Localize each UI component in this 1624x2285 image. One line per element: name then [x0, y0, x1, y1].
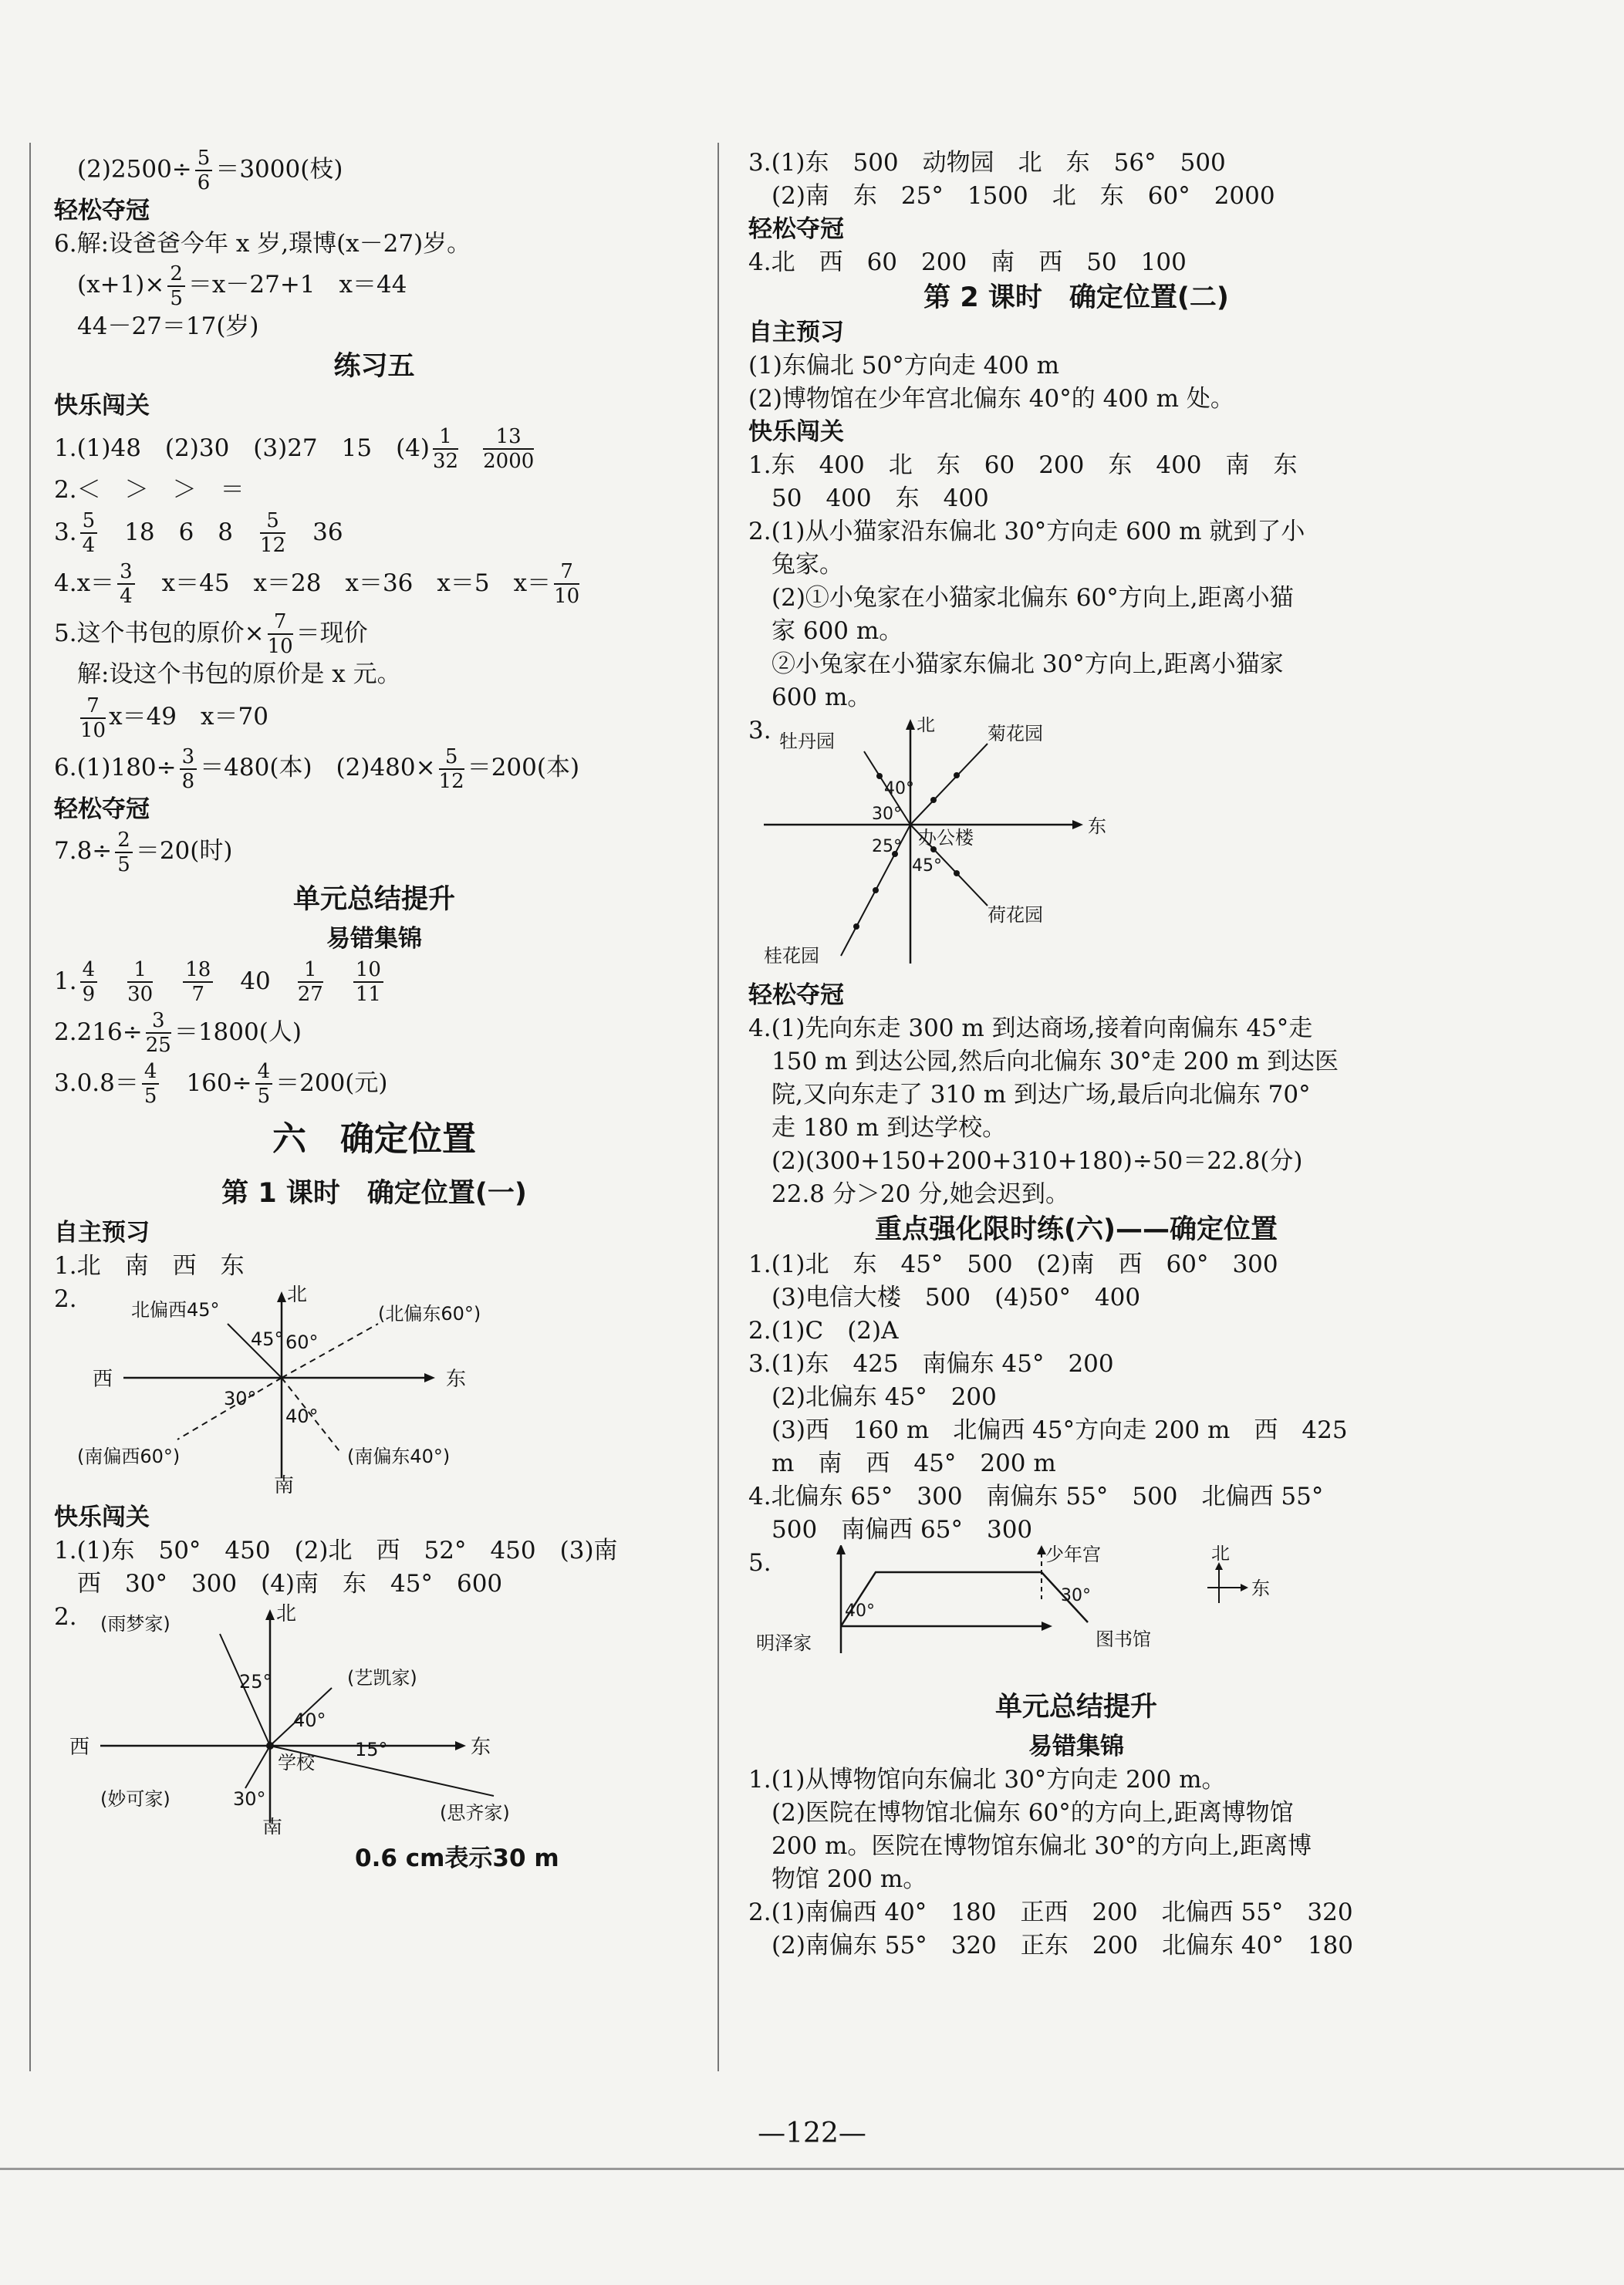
answer-line: 物馆 200 m。: [771, 1865, 927, 1893]
left-column: [54, 147, 694, 1875]
label-yikai-home: (艺凯家): [347, 1666, 417, 1689]
label-north: 北: [276, 1602, 297, 1625]
fraction: $\frac{4}{5}$: [255, 1060, 273, 1108]
answer-line: 600 m。: [771, 683, 872, 711]
section-heading: 轻松夺冠: [54, 795, 150, 823]
label-library: 图书馆: [1096, 1629, 1151, 1650]
section-heading: 自主预习: [748, 319, 844, 346]
label-mingze-home: 明泽家: [756, 1632, 812, 1654]
section-heading: 快乐闯关: [748, 418, 844, 446]
text: (2)2500÷: [77, 155, 192, 184]
page-number: —122—: [758, 2118, 866, 2149]
answer-line: (3)西 160 m 北偏西 45°方向走 200 m 西 425: [771, 1416, 1348, 1444]
answer-line: 4.x＝ $\frac{3}{4}$ x＝45 x＝28 x＝36 x＝5 x＝ $\frac{7}{10}$: [54, 560, 580, 608]
fraction: $\frac{4}{5}$: [142, 1060, 160, 1108]
answer-line: (2)医院在博物馆北偏东 60°的方向上,距离博物馆: [771, 1799, 1294, 1827]
answer-line: 5.: [748, 1549, 771, 1577]
answer-line: ②小兔家在小猫家东偏北 30°方向上,距离小猫家: [771, 650, 1284, 678]
angle-25: 25°: [872, 837, 902, 856]
label-miaoke-home: (妙可家): [100, 1787, 171, 1810]
fraction: $\frac{1}{30}$: [127, 958, 154, 1006]
answer-line: 2.(1)从小猫家沿东偏北 30°方向走 600 m 就到了小: [748, 518, 1305, 545]
text: ＝3000(枝): [215, 155, 343, 184]
answer-line: 1.(1)东 50° 450 (2)北 西 52° 450 (3)南: [54, 1536, 618, 1564]
fraction: $\frac{7}{10}$: [554, 560, 580, 608]
answer-line: 3.(1)东 425 南偏东 45° 200: [748, 1350, 1114, 1378]
answer-line: (x+1)× $\frac{2}{5}$ ＝x－27+1 x＝44: [77, 262, 407, 310]
label-office-building: 办公楼: [918, 827, 974, 849]
answer-line: 院,又向东走了 310 m 到达广场,最后向北偏东 70°: [771, 1081, 1311, 1109]
right-column: [748, 147, 1404, 1963]
answer-line: 走 180 m 到达学校。: [771, 1114, 1007, 1142]
scale-note: 0.6 cm表示30 m: [355, 1844, 559, 1872]
answer-line: 3.0.8＝ $\frac{4}{5}$ 160÷ $\frac{4}{5}$ ＝200(元): [54, 1060, 388, 1108]
angle-30: 30°: [224, 1387, 257, 1409]
label-yumeng-home: (雨梦家): [100, 1612, 171, 1635]
fraction: $\frac{1}{32}$: [433, 425, 459, 473]
answer-line: 1.北 南 西 东: [54, 1251, 245, 1280]
answer-line: 200 m。医院在博物馆东偏北 30°的方向上,距离博: [771, 1832, 1312, 1860]
angle-45: 45°: [251, 1328, 284, 1350]
answer-line: 1.(1)从博物馆向东偏北 30°方向走 200 m。: [748, 1766, 1226, 1794]
section-heading: 轻松夺冠: [54, 197, 150, 224]
column-divider: [717, 143, 719, 2071]
section-heading: 轻松夺冠: [748, 981, 844, 1009]
angle-25: 25°: [239, 1670, 272, 1693]
section-subtitle: 易错集锦: [1028, 1733, 1124, 1760]
label-south: 南: [262, 1816, 283, 1834]
answer-line: (1)东偏北 50°方向走 400 m: [748, 352, 1059, 380]
label-north: 北: [287, 1284, 308, 1306]
fraction: $\frac{4}{9}$: [80, 958, 98, 1006]
label-east: 东: [471, 1735, 491, 1759]
answer-line: 2.: [54, 1602, 77, 1631]
label-se: (南偏东40°): [347, 1445, 451, 1467]
fraction: $\frac{5}{4}$: [80, 509, 98, 557]
fraction: $\frac{3}{4}$: [117, 560, 135, 608]
answer-line: (2)(300+150+200+310+180)÷50＝22.8(分): [771, 1147, 1303, 1175]
answer-line: 2.: [54, 1284, 77, 1313]
answer-line: 6.(1)180÷ $\frac{3}{8}$ ＝480(本) (2)480× $\frac{5}{12}$ ＝200(本): [54, 744, 580, 793]
answer-line: (3)电信大楼 500 (4)50° 400: [771, 1284, 1141, 1311]
answer-line: (2)北偏东 45° 200: [771, 1383, 997, 1411]
answer-line: 4.(1)先向东走 300 m 到达商场,接着向南偏东 45°走: [748, 1014, 1313, 1042]
label-peony-garden: 牡丹园: [779, 731, 835, 752]
label-school: 学校: [278, 1751, 315, 1774]
answer-line: 50 400 东 400: [771, 484, 989, 512]
fraction: $\frac{5}{6}$: [195, 147, 213, 194]
section-title: 练习五: [333, 350, 415, 382]
answer-line: 2.216÷ $\frac{3}{25}$ ＝1800(人): [54, 1009, 302, 1057]
fraction: $\frac{2}{5}$: [167, 262, 185, 310]
answer-line: 22.8 分＞20 分,她会迟到。: [771, 1180, 1070, 1208]
answer-line: (2)博物馆在少年宫北偏东 40°的 400 m 处。: [748, 385, 1234, 413]
unit-title: 六 确定位置: [272, 1119, 476, 1159]
fraction: $\frac{5}{12}$: [438, 744, 464, 793]
answer-line: (2)南 东 25° 1500 北 东 60° 2000: [771, 182, 1275, 210]
fraction: $\frac{7}{10}$: [80, 694, 106, 742]
fraction: $\frac{18}{7}$: [183, 958, 213, 1006]
answer-line: 4.北偏东 65° 300 南偏东 55° 500 北偏西 55°: [748, 1483, 1324, 1510]
angle-40: 40°: [884, 779, 914, 798]
label-youth-palace: 少年宫: [1045, 1545, 1101, 1565]
answer-line: 6.解:设爸爸今年 x 岁,璟博(x－27)岁。: [54, 230, 471, 258]
answer-line: 4.北 西 60 200 南 西 50 100: [748, 248, 1187, 276]
label-ne: (北偏东60°): [378, 1302, 481, 1325]
label-west: 西: [69, 1735, 90, 1759]
label-chrysanthemum-garden: 菊花园: [988, 723, 1043, 744]
route-diagram-5: [748, 1545, 1304, 1669]
label-siqi-home: (思齐家): [440, 1801, 510, 1824]
label-nw: 北偏西45°: [131, 1298, 220, 1321]
answer-line: (2)南偏东 55° 320 正东 200 北偏东 40° 180: [771, 1932, 1354, 1959]
answer-line: [54, 147, 694, 194]
answer-line: 3.(1)东 500 动物园 北 东 56° 500: [748, 149, 1226, 177]
answer-line: 2.(1)南偏西 40° 180 正西 200 北偏西 55° 320: [748, 1899, 1353, 1926]
lesson-title: 第 1 课时 确定位置(一): [221, 1177, 527, 1209]
section-heading: 自主预习: [54, 1218, 150, 1247]
fraction: $\frac{10}{11}$: [353, 958, 383, 1006]
fraction: $\frac{5}{12}$: [260, 509, 286, 557]
angle-15: 15°: [355, 1738, 388, 1760]
answer-line: 150 m 到达公园,然后向北偏东 30°走 200 m 到达医: [771, 1048, 1339, 1075]
fraction: $\frac{13}{2000}$: [483, 425, 535, 473]
label-east: 东: [1088, 815, 1106, 837]
answer-line: 2.(1)C (2)A: [748, 1317, 899, 1345]
answer-line: 家 600 m。: [771, 617, 903, 645]
angle-40: 40°: [293, 1709, 326, 1731]
answer-line: 1.(1)48 (2)30 (3)27 15 (4) $\frac{1}{32}$ $\frac{13}{2000}$: [54, 425, 535, 473]
fraction: $\frac{3}{8}$: [180, 745, 198, 793]
angle-60: 60°: [285, 1331, 319, 1353]
answer-line: 3. $\frac{5}{4}$ 18 6 8 $\frac{5}{12}$ 36: [54, 509, 343, 557]
answer-line: (2)①小兔家在小猫家北偏东 60°方向上,距离小猫: [771, 584, 1294, 612]
answer-line: 解:设这个书包的原价是 x 元。: [77, 660, 401, 688]
compass-east: 东: [1251, 1578, 1270, 1599]
section-title: 重点强化限时练(六)——确定位置: [875, 1214, 1278, 1245]
section-title: 单元总结提升: [292, 883, 455, 915]
label-east: 东: [446, 1367, 467, 1391]
label-north: 北: [917, 717, 935, 735]
direction-diagram-2: [54, 1603, 609, 1834]
angle-45: 45°: [912, 856, 942, 876]
answer-line: 1. $\frac{4}{9}$ $\frac{1}{30}$ $\frac{18}{7}$ 40 $\frac{1}{27}$ $\frac{10}{11}$: [54, 956, 694, 1007]
angle-40: 40°: [285, 1405, 319, 1427]
left-margin-rule: [29, 143, 31, 2071]
footer-rule: [0, 2168, 1624, 2170]
angle-30: 30°: [1061, 1586, 1091, 1605]
answer-line: 5.这个书包的原价× $\frac{7}{10}$ ＝现价: [54, 610, 368, 658]
section-subtitle: 易错集锦: [326, 924, 422, 953]
direction-diagram-1: [54, 1285, 594, 1494]
answer-line: 2.＜ ＞ ＞ ＝: [54, 475, 245, 504]
fraction: $\frac{1}{27}$: [297, 958, 323, 1006]
answer-line: 7.8÷ $\frac{2}{5}$ ＝20(时): [54, 828, 233, 876]
label-south: 南: [274, 1473, 295, 1494]
answer-line: m 南 西 45° 200 m: [771, 1450, 1056, 1477]
angle-40: 40°: [845, 1602, 875, 1621]
answer-line: 500 南偏西 65° 300: [771, 1516, 1033, 1544]
fraction: $\frac{2}{5}$: [115, 829, 133, 876]
direction-diagram-3: [748, 717, 1211, 971]
angle-30: 30°: [233, 1787, 266, 1810]
angle-30: 30°: [872, 805, 902, 824]
label-west: 西: [93, 1367, 113, 1391]
label-osmanthus-garden: 桂花园: [764, 945, 819, 967]
answer-line: 3.: [748, 717, 771, 744]
fraction: $\frac{3}{25}$: [145, 1009, 171, 1057]
fraction: $\frac{7}{10}$: [267, 610, 293, 658]
label-sw: (南偏西60°): [77, 1445, 181, 1467]
answer-line: 44－27＝17(岁): [77, 312, 259, 340]
section-heading: 快乐闯关: [54, 1503, 150, 1531]
answer-line: 兔家。: [771, 551, 843, 579]
answer-line: 西 30° 300 (4)南 东 45° 600: [77, 1569, 503, 1598]
answer-line: 1.(1)北 东 45° 500 (2)南 西 60° 300: [748, 1251, 1278, 1278]
section-heading: 轻松夺冠: [748, 215, 844, 243]
compass-north: 北: [1211, 1545, 1230, 1564]
answer-line: 1.东 400 北 东 60 200 东 400 南 东: [748, 451, 1298, 479]
lesson-title: 第 2 课时 确定位置(二): [923, 282, 1229, 313]
section-heading: 快乐闯关: [54, 391, 150, 420]
section-title: 单元总结提升: [994, 1692, 1157, 1723]
label-lotus-garden: 荷花园: [988, 904, 1043, 926]
answer-line: $\frac{7}{10}$ x＝49 x＝70: [80, 694, 268, 742]
